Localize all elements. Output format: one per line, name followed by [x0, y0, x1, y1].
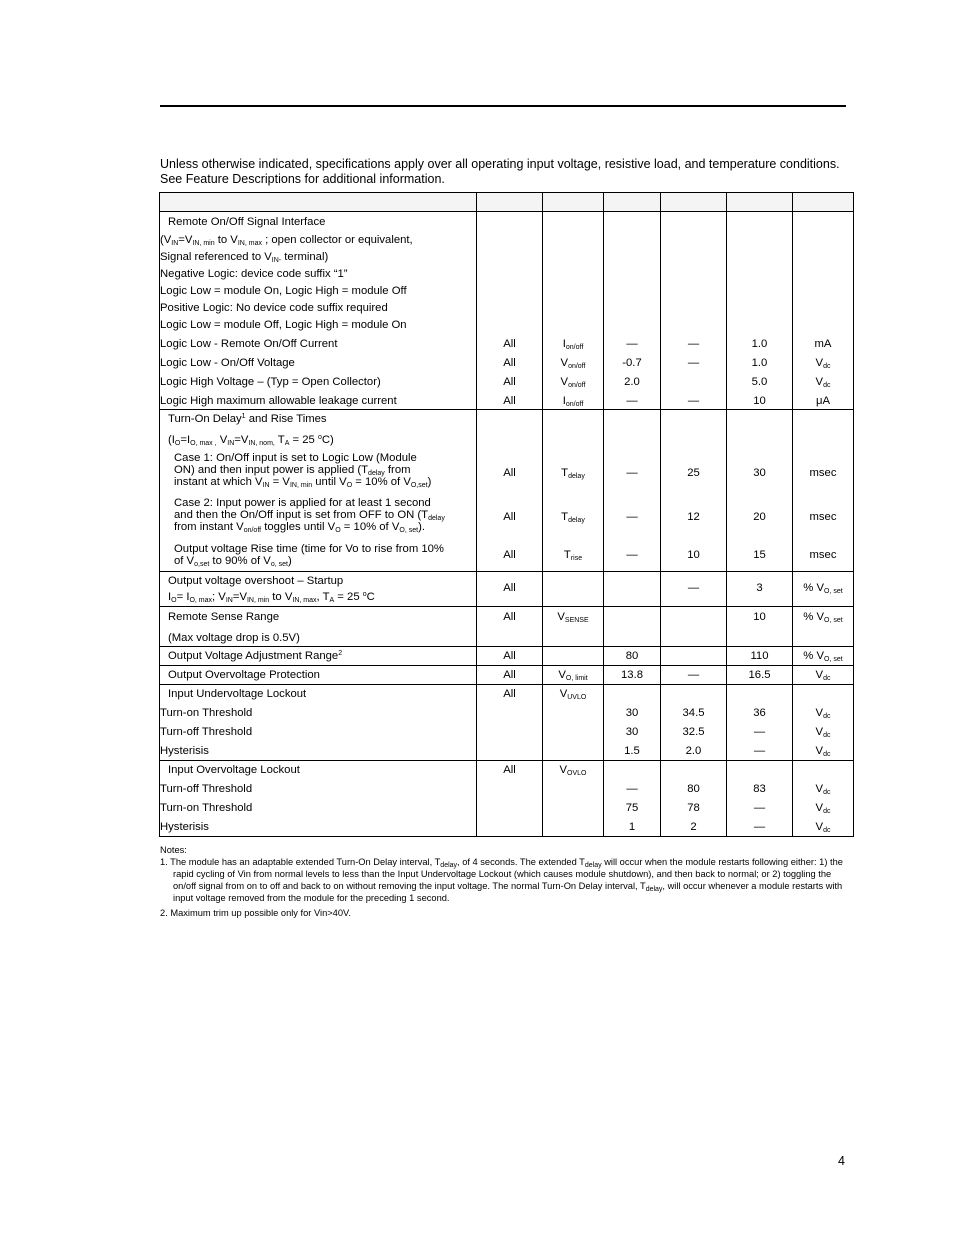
device-cell: All: [477, 685, 543, 704]
max-cell: 30: [727, 449, 793, 493]
table-row: [160, 685, 854, 704]
param-cell: Output Overvoltage Protection: [160, 666, 477, 685]
min-cell: —: [604, 538, 661, 572]
header-cell-parameter: [160, 193, 477, 212]
device-cell: All: [477, 449, 543, 493]
param-cell: Case 2: Input power is applied for at least 1 second and then the On/Off input is set from OFF to ON ($T_{delay}$ from instant $V_{on/off}$ toggles until $V_O = 10\%$ of $V_{O, set}$).: [160, 493, 477, 538]
note-2: 2. Maximum trim up possible only for Vin>40V.: [160, 908, 351, 918]
min-cell: —: [604, 449, 661, 493]
max-cell: 36: [727, 704, 793, 723]
max-cell: 83: [727, 780, 793, 799]
min-cell: [604, 607, 661, 627]
header-cell-symbol: [543, 193, 604, 212]
table-row: [160, 818, 854, 837]
param-cell: Positive Logic: No device code suffix required: [160, 300, 477, 317]
unit-cell: mA: [793, 334, 854, 353]
param-cell: (Max voltage drop is 0.5V): [160, 627, 477, 647]
table-row: [160, 283, 854, 300]
param-cell: Output voltage Rise time (time for Vo to rise from 10% of $V_{o,set}$ to 90% of $V_{o, set}$): [160, 538, 477, 572]
min-cell: 1.5: [604, 742, 661, 761]
param-cell: Logic High Voltage – (Typ = Open Collector): [160, 372, 477, 391]
max-cell: 3: [727, 572, 793, 607]
device-cell: All: [477, 353, 543, 372]
param-cell: ($I_O=I_{O, max ,}$ $V_{IN}=V_{IN, nom,}$ $T_A = 25$ $^o$C): [160, 431, 477, 449]
typ-cell: [661, 372, 727, 391]
symbol-cell: $V_{SENSE}$: [543, 607, 604, 627]
min-cell: —: [604, 493, 661, 538]
typ-cell: 32.5: [661, 723, 727, 742]
param-cell: Turn-on Threshold: [160, 704, 477, 723]
typ-cell: [661, 607, 727, 627]
min-cell: 80: [604, 647, 661, 666]
typ-cell: 80: [661, 780, 727, 799]
symbol-cell: $V_{on/off}$: [543, 353, 604, 372]
unit-cell: $V_{dc}$: [793, 704, 854, 723]
min-cell: 13.8: [604, 666, 661, 685]
typ-cell: [661, 647, 727, 666]
note-1: 1. The module has an adaptable extended Turn-On Delay interval, $T_{delay}$, of 4 seconds. The extended $T_{delay}$ will occur when the module restarts following either: 1) the rapid cycling of Vin from normal levels to less than the Input Undervoltage Lockout (which causes module shutdown), and then back to normal; or 2) toggling the on/off signal from on to off and back to on without removing the input voltage. The normal Turn-On Delay interval, $T_{delay}$, will occur whenever a module restarts with input voltage removed from the module for the preceding 1 second.: [160, 857, 843, 903]
param-cell: Turn-off Threshold: [160, 723, 477, 742]
param-cell: Negative Logic: device code suffix “1”: [160, 266, 477, 283]
table-row: [160, 391, 854, 410]
table-row: [160, 249, 854, 266]
param-cell: Logic Low = module On, Logic High = module Off: [160, 283, 477, 300]
table-row: [160, 232, 854, 249]
table-row: [160, 493, 854, 538]
typ-cell: —: [661, 666, 727, 685]
max-cell: 110: [727, 647, 793, 666]
param-cell: ($V_{IN}=V_{IN, min}$ to $V_{IN, max}$ ; open collector or equivalent,: [160, 232, 477, 249]
unit-cell: % $V_{O, set}$: [793, 572, 854, 607]
device-cell: All: [477, 391, 543, 410]
unit-cell: $V_{dc}$: [793, 723, 854, 742]
param-cell: Logic Low - On/Off Voltage: [160, 353, 477, 372]
spec-table: [159, 192, 854, 837]
min-cell: [604, 572, 661, 607]
unit-cell: msec: [793, 493, 854, 538]
max-cell: —: [727, 818, 793, 837]
max-cell: 10: [727, 391, 793, 410]
table-row: [160, 742, 854, 761]
table-row: [160, 449, 854, 493]
max-cell: —: [727, 799, 793, 818]
table-row: [160, 572, 854, 607]
symbol-cell: $I_{on/off}$: [543, 334, 604, 353]
device-cell: All: [477, 607, 543, 627]
unit-cell: $V_{dc}$: [793, 799, 854, 818]
unit-cell: μA: [793, 391, 854, 410]
table-row: [160, 799, 854, 818]
notes-title: Notes:: [160, 845, 187, 855]
param-cell: Input Undervoltage Lockout: [160, 685, 477, 704]
header-cell-unit: [793, 193, 854, 212]
unit-cell: % $V_{O, set}$: [793, 607, 854, 627]
table-row: [160, 761, 854, 780]
device-cell: All: [477, 372, 543, 391]
typ-cell: 2: [661, 818, 727, 837]
unit-cell: $V_{dc}$: [793, 666, 854, 685]
intro-text: Unless otherwise indicated, specifications apply over all operating input voltage, resistive load, and temperature conditions. See Feature Descriptions for additional information.: [160, 157, 840, 186]
param-cell: Logic Low = module Off, Logic High = module On: [160, 317, 477, 334]
table-row: [160, 780, 854, 799]
device-cell: All: [477, 493, 543, 538]
table-row: [160, 317, 854, 334]
typ-cell: —: [661, 353, 727, 372]
max-cell: 16.5: [727, 666, 793, 685]
table-row: [160, 723, 854, 742]
max-cell: 1.0: [727, 334, 793, 353]
param-cell: Remote Sense Range: [160, 607, 477, 627]
min-cell: 1: [604, 818, 661, 837]
table-row: [160, 410, 854, 431]
table-row: [160, 353, 854, 372]
notes-section: [160, 844, 850, 919]
symbol-cell: $V_{OVLO}$: [543, 761, 604, 780]
device-cell: All: [477, 334, 543, 353]
param-cell: Turn-On Delay$^1$ and Rise Times: [160, 410, 477, 431]
table-row: [160, 372, 854, 391]
max-cell: —: [727, 742, 793, 761]
symbol-cell: $T_{rise}$: [543, 538, 604, 572]
param-cell: Signal referenced to $V_{IN-}$ terminal): [160, 249, 477, 266]
table-row: [160, 704, 854, 723]
table-row: [160, 647, 854, 666]
table-row: [160, 334, 854, 353]
table-row: [160, 212, 854, 232]
max-cell: 20: [727, 493, 793, 538]
table-row: [160, 607, 854, 627]
table-row: [160, 300, 854, 317]
min-cell: 30: [604, 723, 661, 742]
param-cell: Logic Low - Remote On/Off Current: [160, 334, 477, 353]
symbol-cell: [543, 647, 604, 666]
header-cell-max: [727, 193, 793, 212]
param-cell: Output Voltage Adjustment Range$^2$: [160, 647, 477, 666]
min-cell: 30: [604, 704, 661, 723]
param-cell: Output voltage overshoot – Startup $I_O= I_{O, max}$; $V_{IN}=V_{IN, min}$ to $V_{IN, max}$, $T_A = 25$ $^o$C: [160, 572, 477, 607]
unit-cell: $V_{dc}$: [793, 353, 854, 372]
param-cell: Remote On/Off Signal Interface: [160, 212, 477, 232]
param-cell: Hysterisis: [160, 742, 477, 761]
header-cell-typ: [661, 193, 727, 212]
min-cell: —: [604, 780, 661, 799]
typ-cell: 25: [661, 449, 727, 493]
typ-cell: 34.5: [661, 704, 727, 723]
unit-cell: % $V_{O, set}$: [793, 647, 854, 666]
typ-cell: 78: [661, 799, 727, 818]
unit-cell: $V_{dc}$: [793, 818, 854, 837]
max-cell: 5.0: [727, 372, 793, 391]
typ-cell: —: [661, 572, 727, 607]
table-row: [160, 538, 854, 572]
param-cell: Hysterisis: [160, 818, 477, 837]
max-cell: 10: [727, 607, 793, 627]
symbol-cell: $T_{delay}$: [543, 493, 604, 538]
param-cell: Turn-off Threshold: [160, 780, 477, 799]
param-cell: Logic High maximum allowable leakage current: [160, 391, 477, 410]
symbol-cell: $V_{O, limit}$: [543, 666, 604, 685]
device-cell: All: [477, 761, 543, 780]
typ-cell: 10: [661, 538, 727, 572]
table-row: [160, 627, 854, 647]
symbol-cell: $I_{on/off}$: [543, 391, 604, 410]
max-cell: 15: [727, 538, 793, 572]
header-rule: [160, 105, 846, 107]
table-header-row: [160, 193, 854, 212]
param-cell: Turn-on Threshold: [160, 799, 477, 818]
device-cell: All: [477, 538, 543, 572]
device-cell: All: [477, 647, 543, 666]
device-cell: All: [477, 572, 543, 607]
table-row: [160, 431, 854, 449]
table-row: [160, 666, 854, 685]
symbol-cell: [543, 572, 604, 607]
min-cell: -0.7: [604, 353, 661, 372]
min-cell: —: [604, 391, 661, 410]
unit-cell: $V_{dc}$: [793, 780, 854, 799]
min-cell: 75: [604, 799, 661, 818]
unit-cell: $V_{dc}$: [793, 372, 854, 391]
symbol-cell: $T_{delay}$: [543, 449, 604, 493]
typ-cell: 12: [661, 493, 727, 538]
header-cell-device: [477, 193, 543, 212]
param-cell: Case 1: On/Off input is set to Logic Low (Module ON) and then input power is applied ($T_{delay}$ from instant at which $V_{IN} = V_{IN, min}$ until $V_O = 10\%$ of $V_{O,set}$): [160, 449, 477, 493]
min-cell: 2.0: [604, 372, 661, 391]
min-cell: —: [604, 334, 661, 353]
header-cell-min: [604, 193, 661, 212]
unit-cell: msec: [793, 538, 854, 572]
symbol-cell: $V_{UVLO}$: [543, 685, 604, 704]
typ-cell: —: [661, 391, 727, 410]
unit-cell: msec: [793, 449, 854, 493]
table-row: [160, 266, 854, 283]
typ-cell: —: [661, 334, 727, 353]
unit-cell: $V_{dc}$: [793, 742, 854, 761]
device-cell: All: [477, 666, 543, 685]
max-cell: 1.0: [727, 353, 793, 372]
symbol-cell: $V_{on/off}$: [543, 372, 604, 391]
page-number: 4: [838, 1154, 845, 1168]
param-cell: Input Overvoltage Lockout: [160, 761, 477, 780]
typ-cell: 2.0: [661, 742, 727, 761]
max-cell: —: [727, 723, 793, 742]
